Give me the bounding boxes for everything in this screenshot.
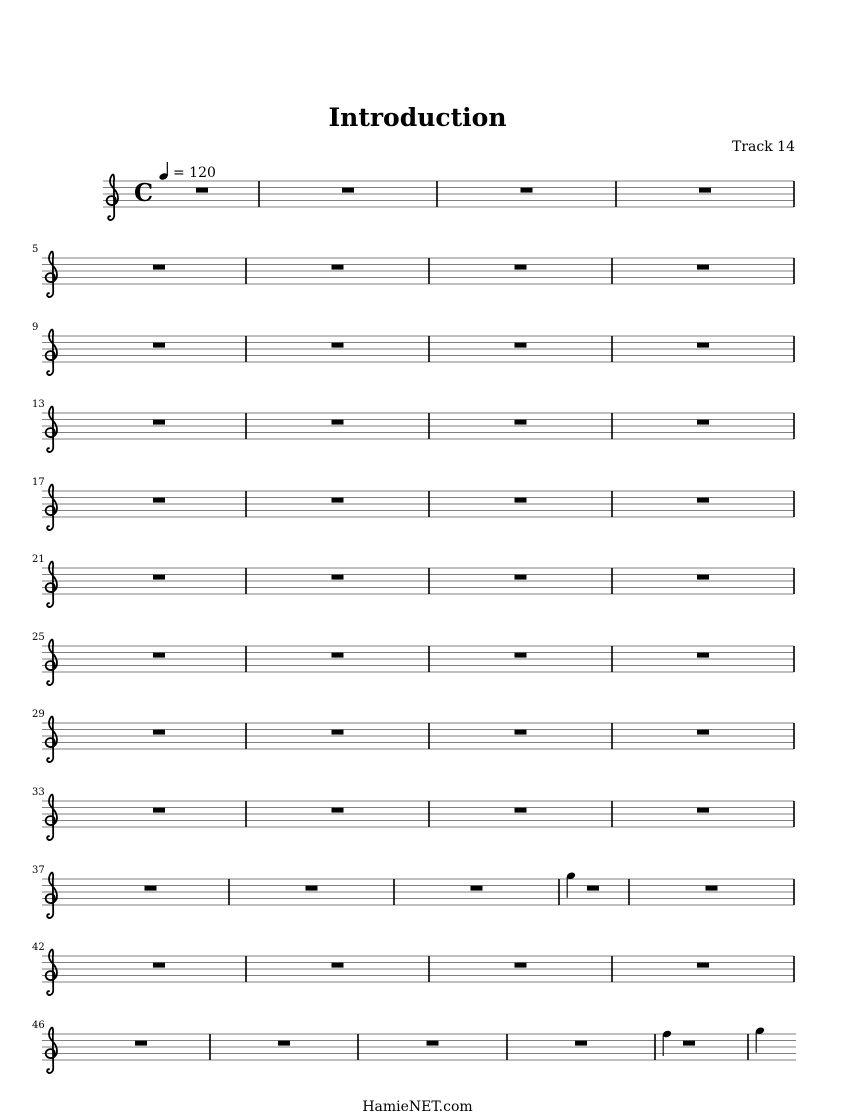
footer-credit: HamieNET.com [362, 1099, 473, 1115]
measure-number: 21 [32, 554, 45, 565]
whole-rest [515, 653, 527, 658]
whole-rest [587, 886, 599, 891]
measure-number: 42 [32, 942, 45, 953]
whole-rest [515, 730, 527, 735]
whole-rest [697, 420, 709, 425]
staff-system [32, 787, 794, 840]
whole-rest [515, 420, 527, 425]
whole-rest [153, 420, 165, 425]
staff-system [32, 322, 794, 375]
measure-number: 25 [32, 632, 45, 643]
whole-rest [515, 575, 527, 580]
whole-rest [332, 653, 344, 658]
staff-system [32, 709, 794, 762]
measure-number: 46 [32, 1020, 45, 1031]
measure-number: 5 [32, 244, 39, 255]
whole-rest [471, 886, 483, 891]
whole-rest [153, 575, 165, 580]
whole-rest [515, 963, 527, 968]
whole-rest [697, 653, 709, 658]
whole-rest [706, 886, 718, 891]
staff-system [32, 1020, 796, 1073]
tempo-label: = 120 [173, 165, 216, 181]
whole-rest [515, 343, 527, 348]
measure-number: 17 [32, 477, 45, 488]
whole-rest [697, 265, 709, 270]
whole-rest [697, 730, 709, 735]
whole-rest [145, 886, 157, 891]
whole-rest [153, 653, 165, 658]
whole-rest [575, 1041, 587, 1046]
whole-rest [697, 343, 709, 348]
staff-system [32, 554, 794, 607]
whole-rest [332, 963, 344, 968]
whole-rest [153, 343, 165, 348]
measure-number: 13 [32, 399, 45, 410]
whole-rest [306, 886, 318, 891]
whole-rest [515, 498, 527, 503]
staff-system [32, 865, 794, 918]
staff-system [32, 942, 794, 995]
whole-rest [332, 343, 344, 348]
whole-rest [699, 188, 711, 193]
whole-rest [332, 420, 344, 425]
whole-rest [153, 730, 165, 735]
whole-rest [196, 188, 208, 193]
whole-rest [153, 265, 165, 270]
whole-rest [153, 963, 165, 968]
whole-rest [697, 498, 709, 503]
whole-rest [515, 808, 527, 813]
whole-rest [332, 498, 344, 503]
whole-rest [697, 808, 709, 813]
composer-label: Track 14 [732, 139, 795, 155]
whole-rest [332, 575, 344, 580]
piece-title: Introduction [328, 103, 507, 132]
whole-rest [135, 1041, 147, 1046]
whole-rest [153, 498, 165, 503]
whole-rest [521, 188, 533, 193]
whole-rest [515, 265, 527, 270]
time-signature: C [134, 178, 154, 207]
whole-rest [153, 808, 165, 813]
whole-rest [427, 1041, 439, 1046]
staff-system [103, 175, 794, 220]
staff-system [32, 477, 794, 530]
measure-number: 37 [32, 865, 45, 876]
whole-rest [332, 265, 344, 270]
staff-system [32, 399, 794, 452]
staff-system [32, 632, 794, 685]
whole-rest [332, 808, 344, 813]
measure-number: 33 [32, 787, 45, 798]
whole-rest [332, 730, 344, 735]
whole-rest [697, 575, 709, 580]
whole-rest [278, 1041, 290, 1046]
whole-rest [697, 963, 709, 968]
whole-rest [683, 1041, 695, 1046]
staff-system [32, 244, 794, 297]
whole-rest [342, 188, 354, 193]
measure-number: 29 [32, 709, 45, 720]
measure-number: 9 [32, 322, 39, 333]
